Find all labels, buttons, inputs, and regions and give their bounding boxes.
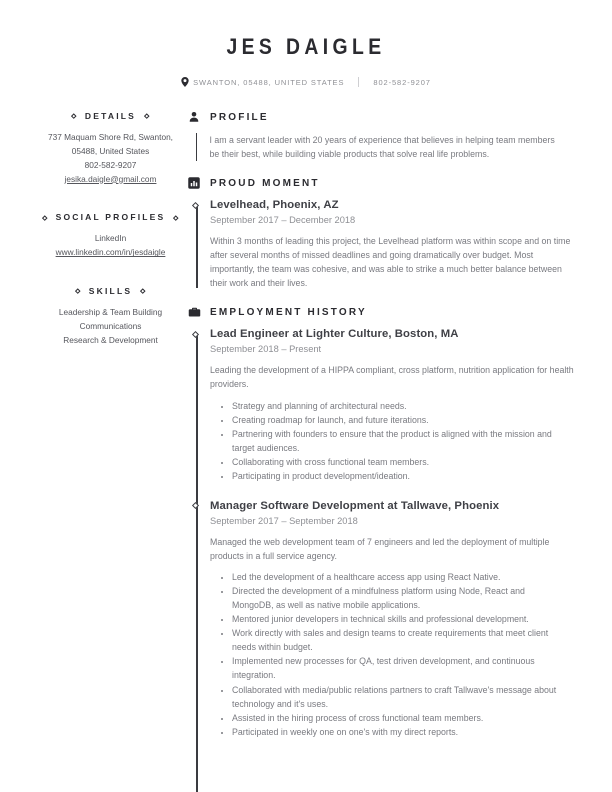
social-profile-label: LinkedIn — [94, 233, 127, 244]
profile-section — [188, 111, 575, 161]
bullet-item: • Led the development of a healthcare access app using React Native. — [232, 570, 562, 584]
contact-phone: 802-582-9207 — [373, 77, 431, 87]
proud-moment-heading-label: PROUD MOMENT — [210, 177, 320, 189]
social-profiles-heading — [33, 212, 188, 222]
details-body — [33, 131, 188, 185]
content-columns — [0, 111, 612, 792]
bar-chart-icon — [188, 177, 210, 189]
bullet-item: • Collaborated with media/public relations partners to craft Tallwave's message about technology and it's uses. — [232, 683, 562, 711]
timeline-tail — [210, 739, 575, 792]
header — [0, 0, 612, 87]
proud-moment-heading — [188, 177, 575, 189]
entry-text: Managed the web development team of 7 engineers and led the deployment of multiple products in a full service agency. — [210, 536, 550, 561]
bullet-item: • Collaborating with cross functional team members. — [232, 455, 562, 469]
diamond-ornament-icon — [174, 215, 179, 220]
email-link[interactable]: jesika.daigle@gmail.com — [64, 173, 157, 184]
bullet-item: • Implemented new processes for QA, test driven development, and continuous integration. — [232, 654, 562, 682]
profile-heading — [188, 111, 575, 123]
proud-moment-body — [188, 199, 575, 290]
skills-body — [33, 306, 188, 347]
diamond-marker-icon — [192, 331, 199, 338]
details-heading — [33, 111, 188, 121]
main-column — [188, 111, 575, 792]
proud-moment-section — [188, 177, 575, 290]
entry-bullet-list — [210, 570, 562, 739]
employment-history-section — [188, 306, 575, 792]
contact-location: SWANTON, 05488, UNITED STATES — [193, 77, 345, 87]
diamond-ornament-icon — [144, 114, 149, 119]
bullet-item: • Creating roadmap for launch, and future iterations. — [232, 413, 562, 427]
employment-entry — [210, 500, 575, 739]
details-heading-label: DETAILS — [84, 111, 137, 121]
skill-item: Leadership & Team Building — [58, 307, 163, 318]
entry-bullet-list — [210, 399, 562, 483]
bullet-item: • Directed the development of a mindfulness platform using Node, React and MongoDB, as well as native mobile applications. — [232, 584, 562, 612]
entry-dates: September 2018 – Present — [210, 344, 322, 355]
skills-section — [33, 286, 188, 347]
entry-dates: September 2017 – December 2018 — [210, 215, 356, 226]
employment-history-heading — [188, 306, 575, 318]
employment-history-heading-label: EMPLOYMENT HISTORY — [210, 306, 367, 318]
entry-text: Leading the development of a HIPPA compliant, cross platform, nutrition application for health providers. — [210, 365, 574, 390]
bullet-item: • Strategy and planning of architectural needs. — [232, 399, 562, 413]
entry-title: Lead Engineer at Lighter Culture, Boston, MA — [210, 328, 459, 341]
linkedin-url-link[interactable]: www.linkedin.com/in/jesdaigle — [55, 247, 166, 258]
diamond-ornament-icon — [76, 289, 81, 294]
location-pin-icon — [181, 77, 189, 87]
timeline-line — [196, 333, 198, 792]
bullet-item: • Participated in weekly one on one's with my direct reports. — [232, 725, 562, 739]
briefcase-icon — [188, 306, 210, 318]
diamond-marker-icon — [192, 202, 199, 209]
bullet-item: • Mentored junior developers in technical skills and professional development. — [232, 612, 562, 626]
diamond-ornament-icon — [42, 215, 47, 220]
bullet-item: • Partnering with founders to ensure that the product is aligned with the mission and target audiences. — [232, 427, 562, 455]
address-line-2: 05488, United States — [71, 145, 150, 156]
timeline-line — [196, 204, 198, 288]
person-icon — [188, 111, 210, 123]
skills-heading — [33, 286, 188, 296]
proud-moment-entry — [210, 199, 575, 290]
diamond-ornament-icon — [140, 289, 145, 294]
diamond-marker-icon — [192, 502, 199, 509]
profile-heading-label: PROFILE — [210, 111, 269, 123]
entry-title: Manager Software Development at Tallwave, Phoenix — [210, 499, 500, 512]
entry-dates: September 2017 – September 2018 — [210, 515, 358, 526]
social-profiles-body — [33, 232, 188, 259]
diamond-ornament-icon — [72, 114, 77, 119]
contact-divider — [358, 77, 359, 87]
skill-item: Communications — [79, 321, 142, 332]
entry-title: Levelhead, Phoenix, AZ — [210, 199, 339, 212]
employment-entry — [210, 328, 575, 483]
skill-item: Research & Development — [63, 334, 158, 345]
candidate-name: JES DAIGLE — [226, 34, 386, 59]
phone-number: 802-582-9207 — [84, 159, 137, 170]
bullet-item: • Work directly with sales and design teams to create requirements that meet client needs within budget. — [232, 626, 562, 654]
bullet-item: • Assisted in the hiring process of cross functional team members. — [232, 711, 562, 725]
social-profiles-section — [33, 212, 188, 259]
employment-history-body — [188, 328, 575, 792]
skills-heading-label: SKILLS — [88, 286, 133, 297]
contact-line — [0, 77, 612, 87]
address-line-1: 737 Maquam Shore Rd, Swanton, — [48, 132, 173, 142]
sidebar — [33, 111, 188, 792]
bullet-item: • Participating in product development/ideation. — [232, 469, 562, 483]
social-profiles-heading-label: SOCIAL PROFILES — [55, 212, 166, 223]
profile-text: I am a servant leader with 20 years of experience that believes in helping team members be their best, while building viable products that solve real life problems. — [196, 133, 564, 161]
details-section — [33, 111, 188, 185]
entry-text: Within 3 months of leading this project, the Levelhead platform was within scope and on time after several months of missed deadlines and going dramatically over budget. Most importantly, the team was cohesive, and was able to strike a much better balance between their work and their lives. — [210, 236, 571, 289]
